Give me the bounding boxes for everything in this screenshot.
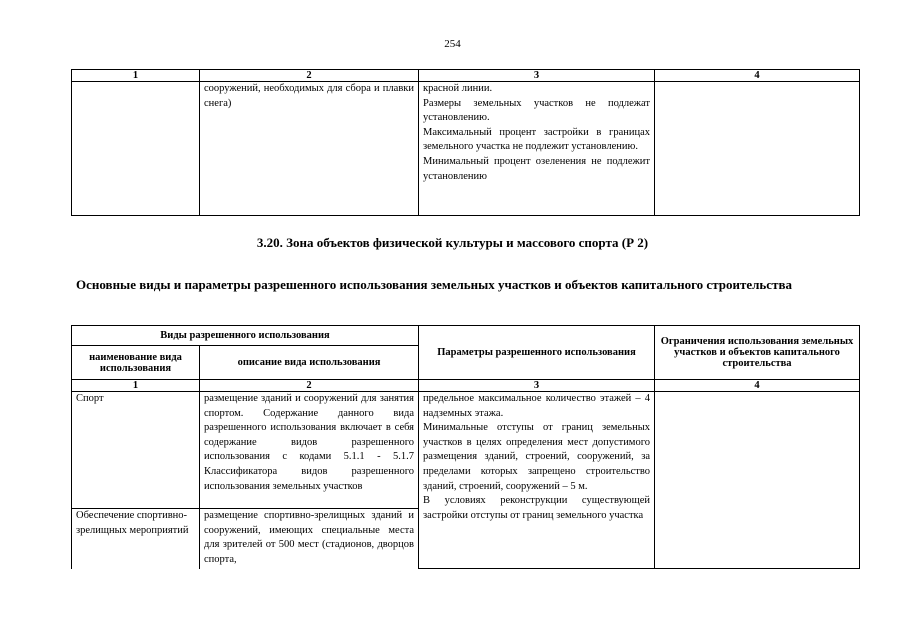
use-description: размещение зданий и сооружений для занятия спортом. Содержание данного вида разрешенного использования включает в себя содержание видов разрешенного использования с кодами 5.1.1 - 5.1.7 Классификатора видов разрешенного использования земельных участков <box>200 392 419 509</box>
header-name: наименование вида использования <box>72 346 200 380</box>
use-limits <box>655 392 860 569</box>
table-cell <box>655 82 860 216</box>
header-limits: Ограничения использования земельных участков и объектов капитального строительства <box>655 326 860 380</box>
table-cell <box>419 82 655 216</box>
use-name: Спорт <box>72 392 200 509</box>
table-row <box>72 82 860 216</box>
column-number: 4 <box>655 380 860 392</box>
paragraph: предельное максимальное количество этажей – 4 надземных этажа. <box>423 393 651 419</box>
subheading: Основные виды и параметры разрешенного использования земельных участков и объектов капитального строительства <box>76 277 792 292</box>
paragraph: Максимальный процент застройки в границах земельного участка не подлежит установлению. <box>423 126 650 153</box>
column-number: 3 <box>419 380 655 392</box>
paragraph: В условиях реконструкции существующей застройки отступы от границ земельного участка <box>423 495 651 521</box>
section-title: 3.20. Зона объектов физической культуры и массового спорта (Р 2) <box>256 235 649 250</box>
continued-table <box>71 69 860 216</box>
column-number: 1 <box>72 70 200 82</box>
paragraph: Размеры земельных участков не подлежат установлению. <box>423 97 650 124</box>
column-number: 4 <box>655 70 860 82</box>
column-number: 3 <box>419 70 655 82</box>
header-params: Параметры разрешенного использования <box>419 326 655 380</box>
use-params <box>419 392 655 569</box>
column-number: 2 <box>200 380 419 392</box>
column-number: 2 <box>200 70 419 82</box>
paragraph: Минимальный процент озеленения не подлежит установлению <box>423 155 650 182</box>
column-number-row <box>72 380 860 392</box>
table-row <box>72 392 860 509</box>
header-group: Виды разрешенного использования <box>72 326 419 346</box>
column-number-row <box>72 70 860 82</box>
table-cell <box>72 82 200 216</box>
zone-table <box>71 325 860 569</box>
page-number: 254 <box>444 38 461 50</box>
header-row <box>72 326 860 346</box>
paragraph: красной линии. <box>423 83 493 94</box>
header-description: описание вида использования <box>200 346 419 380</box>
use-description: размещение спортивно-зрелищных зданий и сооружений, имеющих специальные места для зрителей от 500 мест (стадионов, дворцов спорта, <box>200 509 419 569</box>
paragraph: Минимальные отступы от границ земельных участков в целях определения мест допустимого размещения зданий, строений, сооружений, за пределами которых запрещено строительство зданий, строений, сооружений – 5 м. <box>423 422 651 492</box>
use-name: Обеспечение спортивно-зрелищных мероприятий <box>72 509 200 569</box>
column-number: 1 <box>72 380 200 392</box>
table-cell: сооружений, необходимых для сбора и плавки снега) <box>200 82 419 216</box>
